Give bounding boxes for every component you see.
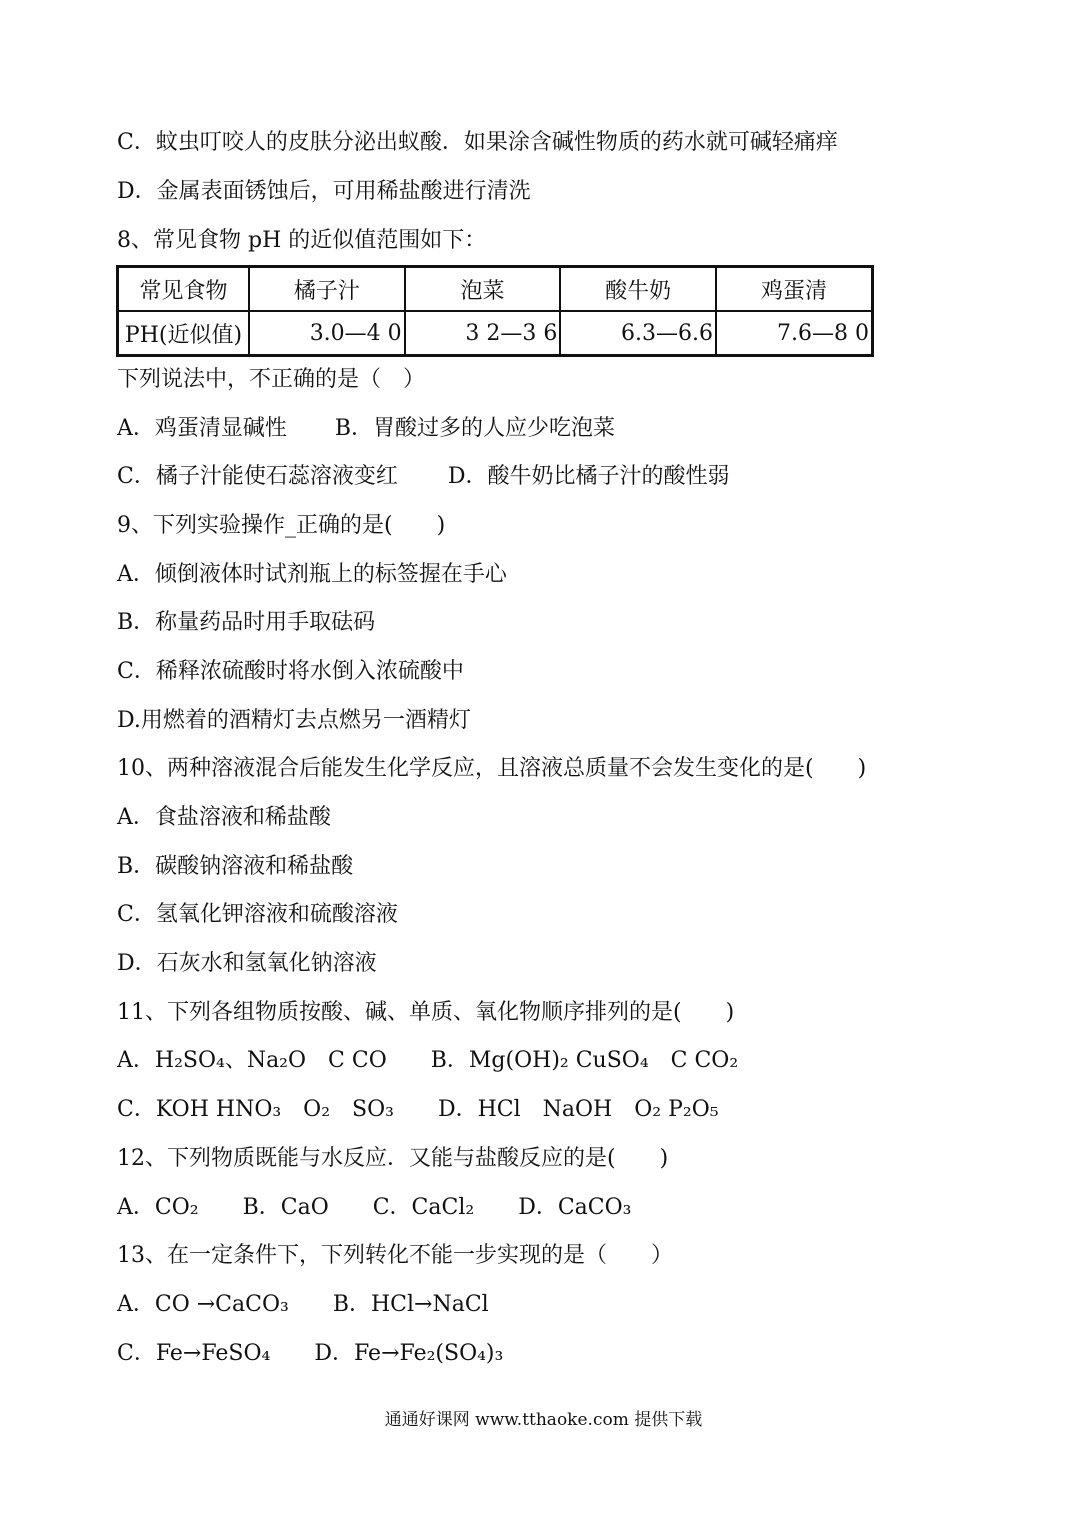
q13-options-ab: A．CO →CaCO₃ B．HCl→NaCl [117, 1292, 489, 1317]
q12-stem: 12、下列物质既能与水反应．又能与盐酸反应的是( ) [117, 1146, 669, 1171]
table-row [118, 267, 873, 312]
q8-options-ab [117, 414, 615, 444]
q8-stem: 8、常见食物 pH 的近似值范围如下： [117, 228, 487, 253]
table-cell: 鸡蛋清 [716, 267, 872, 312]
q8-option-d: D．酸牛奶比橘子汁的酸性弱 [447, 464, 730, 489]
ph-table [116, 265, 874, 357]
q12-options: A．CO₂ B．CaO C．CaCl₂ D．CaCO₃ [117, 1195, 632, 1220]
table-cell: 6.3—6.6 [560, 311, 716, 356]
q10-option-c: C．氢氧化钾溶液和硫酸溶液 [117, 902, 398, 927]
q10-option-b: B．碳酸钠溶液和稀盐酸 [117, 854, 354, 879]
table-cell: 7.6—8 0 [716, 311, 872, 356]
q10-option-a: A．食盐溶液和稀盐酸 [117, 805, 331, 830]
q11-stem: 11、下列各组物质按酸、碱、单质、氧化物顺序排列的是( ) [117, 1000, 735, 1025]
q11-options-cd: C．KOH HNO₃ O₂ SO₃ D．HCl NaOH O₂ P₂O₅ [117, 1097, 719, 1122]
table-cell: 3 2—3 6 [405, 311, 561, 356]
q13-options-cd: C．Fe→FeSO₄ D．Fe→Fe₂(SO₄)₃ [117, 1341, 504, 1366]
q7-option-c: C．蚊虫叮咬人的皮肤分泌出蚁酸．如果涂含碱性物质的药水就可碱轻痛痒 [117, 130, 838, 155]
table-row [118, 311, 873, 356]
q13-stem: 13、在一定条件下，下列转化不能一步实现的是（ ） [117, 1243, 673, 1268]
q9-option-c: C．稀释浓硫酸时将水倒入浓硫酸中 [117, 659, 464, 684]
q8-option-c: C．橘子汁能使石蕊溶液变红 [117, 464, 398, 489]
q9-option-d: D.用燃着的酒精灯去点燃另一酒精灯 [117, 708, 471, 733]
q9-option-a: A．倾倒液体时试剂瓶上的标签握在手心 [117, 562, 507, 587]
table-cell: 酸牛奶 [560, 267, 716, 312]
table-cell: PH(近似值) [118, 311, 250, 356]
table-cell: 3.0—4 0 [249, 311, 405, 356]
table-cell: 橘子汁 [249, 267, 405, 312]
q8-option-b: B．胃酸过多的人应少吃泡菜 [334, 416, 616, 441]
q9-stem: 9、下列实验操作_正确的是( ) [117, 513, 446, 538]
table-cell: 常见食物 [118, 267, 250, 312]
q11-options-ab: A．H₂SO₄、Na₂O C CO B．Mg(OH)₂ CuSO₄ C CO₂ [117, 1048, 739, 1073]
q9-option-b: B．称量药品时用手取砝码 [117, 610, 376, 635]
table-cell: 泡菜 [405, 267, 561, 312]
q8-options-cd [117, 462, 729, 492]
q7-option-d: D．金属表面锈蚀后，可用稀盐酸进行清洗 [117, 179, 531, 204]
q8-option-a: A．鸡蛋清显碱性 [117, 416, 287, 441]
page-footer: 通通好课网 www.tthaoke.com 提供下载 [384, 1410, 703, 1430]
q10-option-d: D．石灰水和氢氧化钠溶液 [117, 951, 377, 976]
q10-stem: 10、两种溶液混合后能发生化学反应，且溶液总质量不会发生变化的是( ) [117, 756, 867, 781]
q8-question: 下列说法中，不正确的是（ ） [117, 367, 426, 392]
